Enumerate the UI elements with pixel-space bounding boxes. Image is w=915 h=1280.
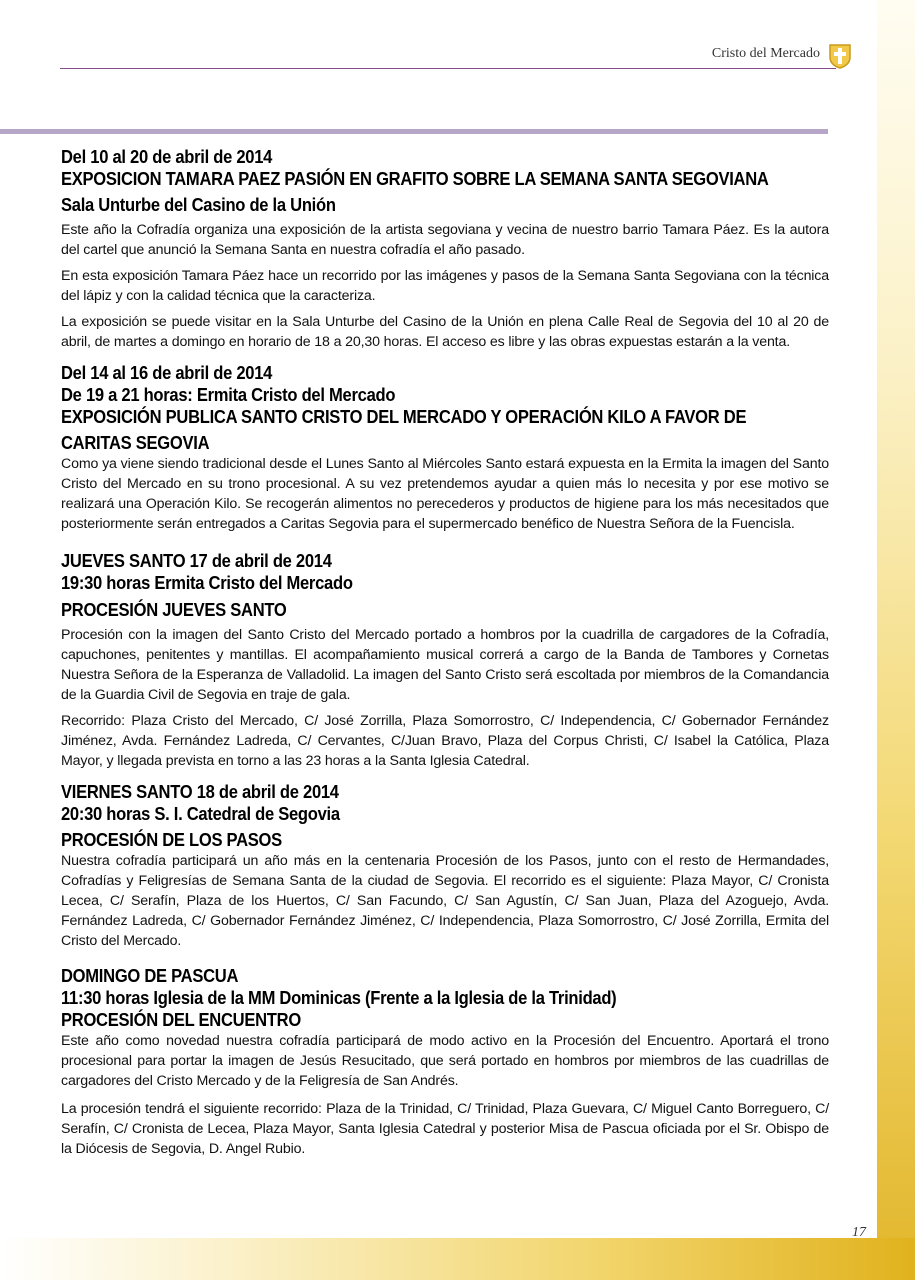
paragraph: Procesión con la imagen del Santo Cristo del Mercado portado a hombros por la cuadrilla de cargadores de la Cofradía, capuchones, penitentes y mantillas. El acompañamiento musical correrá a cargo de la Banda de Tambores y Cornetas Nuestra Señora de la Esperanza de Valladolid. La imagen del Santo Cristo será escoltada por miembros de la Comandancia de la Guardia Civil de Segovia en traje de gala. <box>61 627 829 703</box>
event-date: VIERNES SANTO 18 de abril de 2014 <box>61 782 339 802</box>
right-decorative-band <box>877 0 915 1280</box>
cross-emblem-icon <box>827 42 853 70</box>
event-exposicion-tamara-paez <box>61 146 829 352</box>
article-body <box>61 146 829 1169</box>
header-rule <box>60 68 836 69</box>
paragraph: Este año la Cofradía organiza una exposición de la artista segoviana y vecina de nuestro barrio Tamara Páez. Es la autora del cartel que anunció la Semana Santa en nuestra cofradía el año pasado. <box>61 222 829 258</box>
event-title: EXPOSICION TAMARA PAEZ PASIÓN EN GRAFITO SOBRE LA SEMANA SANTA SEGOVIANA <box>61 169 769 189</box>
event-venue: Sala Unturbe del Casino de la Unión <box>61 195 336 215</box>
event-exposicion-publica <box>61 362 829 534</box>
event-title: EXPOSICIÓN PUBLICA SANTO CRISTO DEL MERCADO Y OPERACIÓN KILO A FAVOR DE <box>61 407 747 427</box>
section-divider <box>0 129 828 134</box>
paragraph: Recorrido: Plaza Cristo del Mercado, C/ José Zorrilla, Plaza Somorrostro, C/ Independencia, C/ Gobernador Fernández Jiménez, Avda. Fernández Ladreda, C/ Cervantes, C/Juan Bravo, Plaza del Corpus Christi, C/ Isabel la Católica, Plaza Mayor, y llegada prevista en torno a las 23 horas a la Santa Iglesia Catedral. <box>61 713 829 769</box>
event-title-continued: CARITAS SEGOVIA <box>61 433 210 453</box>
event-title: PROCESIÓN JUEVES SANTO <box>61 600 287 620</box>
event-title: PROCESIÓN DE LOS PASOS <box>61 830 282 850</box>
paragraph: En esta exposición Tamara Páez hace un recorrido por las imágenes y pasos de la Semana Santa Segoviana con la técnica del lápiz y con la calidad técnica que la caracteriza. <box>61 268 829 304</box>
event-time: 20:30 horas S. I. Catedral de Segovia <box>61 804 340 824</box>
event-title: PROCESIÓN DEL ENCUENTRO <box>61 1010 301 1030</box>
running-header-title: Cristo del Mercado <box>711 46 820 61</box>
event-jueves-santo <box>61 550 829 771</box>
event-time: 19:30 horas Ermita Cristo del Mercado <box>61 573 353 593</box>
event-time: De 19 a 21 horas: Ermita Cristo del Mercado <box>61 385 396 405</box>
event-date: Del 14 al 16 de abril de 2014 <box>61 363 273 383</box>
paragraph: La procesión tendrá el siguiente recorrido: Plaza de la Trinidad, C/ Trinidad, Plaza Guevara, C/ Miguel Canto Borreguero, C/ Serafín, C/ Cronista de Lecea, Plaza Mayor, Santa Iglesia Catedral y posterior Misa de Pascua oficiada por el Sr. Obispo de la Diócesis de Segovia, D. Angel Rubio. <box>61 1101 829 1157</box>
page-number: 17 <box>852 1225 866 1240</box>
event-time: 11:30 horas Iglesia de la MM Dominicas (Frente a la Iglesia de la Trinidad) <box>61 988 617 1008</box>
paragraph: Nuestra cofradía participará un año más en la centenaria Procesión de los Pasos, junto con el resto de Hermandades, Cofradías y Feligresías de Semana Santa de la ciudad de Segovia. El recorrido es el siguiente: Plaza Mayor, C/ Cronista Lecea, C/ Serafín, Plaza de los Huertos, C/ San Facundo, C/ San Agustín, C/ San Juan, Plaza del Azoguejo, Avda. Fernández Ladreda, C/ Gobernador Fernández Jiménez, C/ Independencia, Plaza Somorrostro, C/ José Zorrilla, Ermita del Cristo del Mercado. <box>61 853 829 949</box>
event-domingo-pascua <box>61 965 829 1159</box>
event-viernes-santo <box>61 781 829 951</box>
bottom-decorative-band <box>0 1238 915 1280</box>
event-date: DOMINGO DE PASCUA <box>61 966 239 986</box>
paragraph: Este año como novedad nuestra cofradía participará de modo activo en la Procesión del Encuentro. Aportará el trono procesional para portar la imagen de Jesús Resucitado, que será portado en hombros por miembros de las cuadrillas de cargadores del Cristo Mercado y de la Feligresía de San Andrés. <box>61 1033 829 1089</box>
event-date: Del 10 al 20 de abril de 2014 <box>61 147 273 167</box>
paragraph: Como ya viene siendo tradicional desde el Lunes Santo al Miércoles Santo estará expuesta en la Ermita la imagen del Santo Cristo del Mercado en su trono procesional. A su vez pretendemos ayudar a quien más lo necesita y por ese motivo se realizará una Operación Kilo. Se recogerán alimentos no perecederos y productos de higiene para los más necesitados que posteriormente serán entregados a Caritas Segovia para el supermercado benéfico de Nuestra Señora de la Fuencisla. <box>61 456 829 532</box>
paragraph: La exposición se puede visitar en la Sala Unturbe del Casino de la Unión en plena Calle Real de Segovia del 10 al 20 de abril, de martes a domingo en horario de 18 a 20,30 horas. El acceso es libre y las obras expuestas estarán a la venta. <box>61 314 829 350</box>
event-date: JUEVES SANTO 17 de abril de 2014 <box>61 551 332 571</box>
